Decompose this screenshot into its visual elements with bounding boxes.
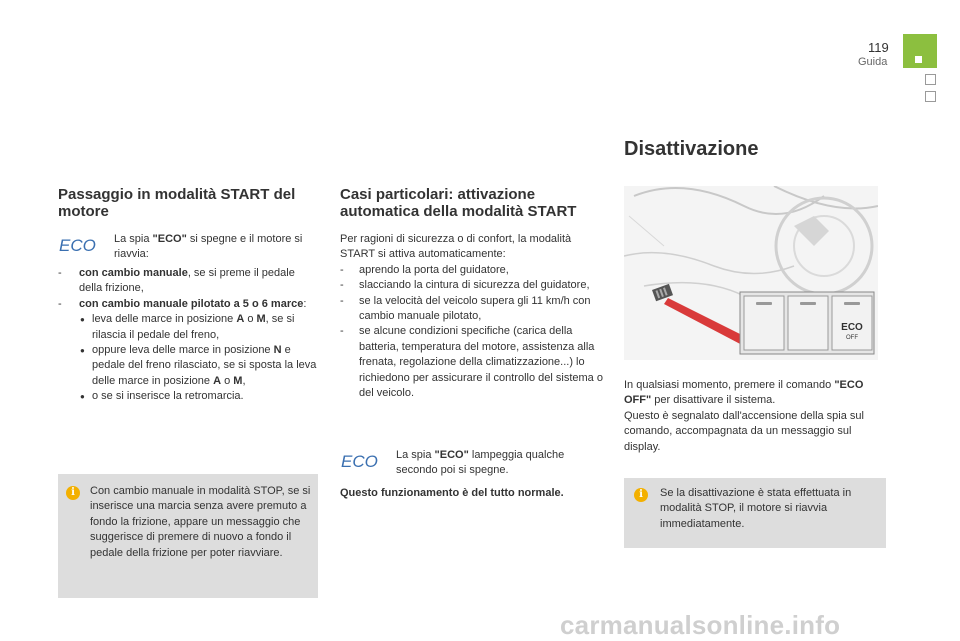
eco-off-button-label: ECO [841, 322, 863, 333]
list-item: - se la velocità del veicolo supera gli 11 km/h con cambio manuale pilotato, [340, 294, 591, 323]
info-text: Con cambio manuale in modalità STOP, se si inserisce una marcia senza avere premuto a fondo la frizione, appare un messaggio che suggerisce di premere di nuovo a fondo il pedale della frizione per poter riavviare. [90, 485, 311, 559]
eco-restart-text: La spia "ECO" si spegne e il motore si riavvia: [114, 233, 303, 261]
section-label: Guida [858, 56, 888, 68]
section-title-deactivation: Disattivazione [624, 138, 759, 160]
info-box-deactivation [624, 478, 886, 548]
section-title-start: Passaggio in modalità START del motore [58, 186, 296, 220]
chapter-tab [903, 34, 937, 68]
info-box-manual-gearbox [58, 474, 318, 598]
list-item: - con cambio manuale, se si preme il pedale della frizione, [58, 267, 295, 295]
normal-operation-note: Questo funzionamento è del tutto normale. [340, 487, 564, 499]
svg-text:OFF: OFF [846, 335, 858, 341]
bullet-item: ● o se si inserisce la retromarcia. [80, 390, 244, 403]
watermark: carmanualsonline.info [560, 610, 841, 640]
dashboard-drawing [624, 186, 878, 360]
chapter-marker-square [925, 91, 936, 102]
list-item: - aprendo la porta del guidatore, [340, 263, 509, 276]
eco-flash-text: La spia "ECO" lampeggia qualche secondo poi si spegne. [396, 449, 565, 477]
page-number: 119 [868, 40, 889, 55]
svg-text:ECO: ECO [59, 236, 96, 254]
list-item: - se alcune condizioni specifiche (carica della batteria, temperatura del motore, assistenza alla frenata, regolazione della climatizzazione...) lo richiedono per assicurare il controllo del sistema o del veicolo. [340, 325, 603, 400]
deactivation-text: In qualsiasi momento, premere il comando "ECO OFF" per disattivare il sistema. Questo è segnalato dall'accensione della spia sul comando, accompagnata da un messaggio sul display. [624, 379, 864, 453]
info-text: Se la disattivazione è stata effettuata in modalità STOP, il motore si riavvia immediatamente. [660, 487, 852, 530]
list-item: - slacciando la cintura di sicurezza del guidatore, [340, 279, 590, 292]
dashboard-illustration [624, 186, 878, 360]
svg-text:ECO: ECO [341, 452, 378, 470]
eco-icon [58, 236, 104, 254]
chapter-marker-square [925, 74, 936, 85]
intro-text: Per ragioni di sicurezza o di confort, la modalità START si attiva automaticamente: [340, 233, 572, 261]
eco-icon [340, 452, 386, 470]
start-conditions-list [58, 266, 320, 405]
info-icon: i [634, 488, 648, 502]
special-cases-text [340, 232, 604, 401]
bullet-item: ● oppure leva delle marce in posizione N e pedale del freno rilasciato, se si sposta la leva delle marce in posizione A o M, [80, 344, 317, 387]
section-title-special-cases: Casi particolari: attivazione automatica della modalità START [340, 186, 577, 220]
bullet-item: ● leva delle marce in posizione A o M, se si rilascia il pedale del freno, [80, 313, 295, 341]
info-icon: i [66, 486, 80, 500]
list-item: - con cambio manuale pilotato a 5 o 6 marce: [58, 297, 307, 310]
